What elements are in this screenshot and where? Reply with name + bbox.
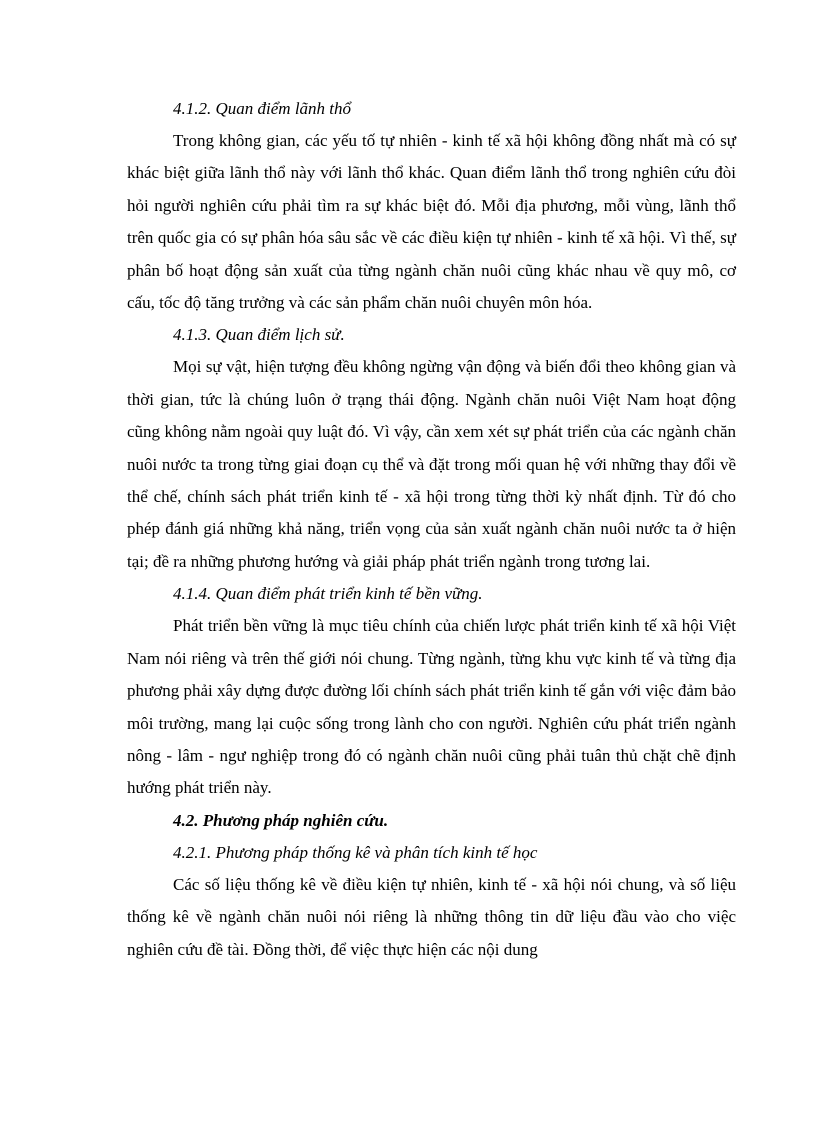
page-content [127,93,736,966]
paragraph-territorial-view: Trong không gian, các yếu tố tự nhiên - kinh tế xã hội không đồng nhất mà có sự khác biệt giữa lãnh thổ này với lãnh thổ khác. Quan điểm lãnh thổ trong nghiên cứu đòi hỏi người nghiên cứu phải tìm ra sự khác biệt đó. Mỗi địa phương, mỗi vùng, lãnh thổ trên quốc gia có sự phân hóa sâu sắc về các điều kiện tự nhiên - kinh tế xã hội. Vì thế, sự phân bố hoạt động sản xuất của từng ngành chăn nuôi cũng khác nhau về quy mô, cơ cấu, tốc độ tăng trưởng và các sản phẩm chăn nuôi chuyên môn hóa. [127,131,736,313]
paragraph-statistics-method: Các số liệu thống kê về điều kiện tự nhiên, kinh tế - xã hội nói chung, và số liệu thống kê về ngành chăn nuôi nói riêng là những thông tin dữ liệu đầu vào cho việc nghiên cứu đề tài. Đồng thời, để việc thực hiện các nội dung [127,874,736,959]
heading-4-2: 4.2. Phương pháp nghiên cứu. [173,810,389,830]
heading-4-1-3: 4.1.3. Quan điểm lịch sử. [173,325,345,345]
heading-4-1-2: 4.1.2. Quan điểm lãnh thổ [173,99,352,118]
heading-4-1-4: 4.1.4. Quan điểm phát triển kinh tế bền vững. [173,584,483,604]
heading-4-2-1: 4.2.1. Phương pháp thống kê và phân tích kinh tế học [173,842,538,862]
paragraph-historical-view: Mọi sự vật, hiện tượng đều không ngừng vận động và biến đổi theo không gian và thời gian, tức là chúng luôn ở trạng thái động. Ngành chăn nuôi Việt Nam hoạt động cũng không nằm ngoài quy luật đó. Vì vậy, cần xem xét sự phát triển của các ngành chăn nuôi nước ta trong từng giai đoạn cụ thể và đặt trong mối quan hệ với những thay đổi về thể chế, chính sách phát triển kinh tế - xã hội trong từng thời kỳ nhất định. Từ đó cho phép đánh giá những khả năng, triển vọng của sản xuất ngành chăn nuôi nước ta ở hiện tại; đề ra những phương hướng và giải pháp phát triển ngành trong tương lai. [127,357,736,571]
paragraph-sustainable-view: Phát triển bền vững là mục tiêu chính của chiến lược phát triển kinh tế xã hội Việt Nam nói riêng và trên thế giới nói chung. Từng ngành, từng khu vực kinh tế và từng địa phương phải xây dựng được đường lối chính sách phát triển kinh tế gắn với việc đảm bảo môi trường, mang lại cuộc sống trong lành cho con người. Nghiên cứu phát triển ngành nông - lâm - ngư nghiệp trong đó có ngành chăn nuôi cũng phải tuân thủ chặt chẽ định hướng phát triển này. [127,616,736,798]
